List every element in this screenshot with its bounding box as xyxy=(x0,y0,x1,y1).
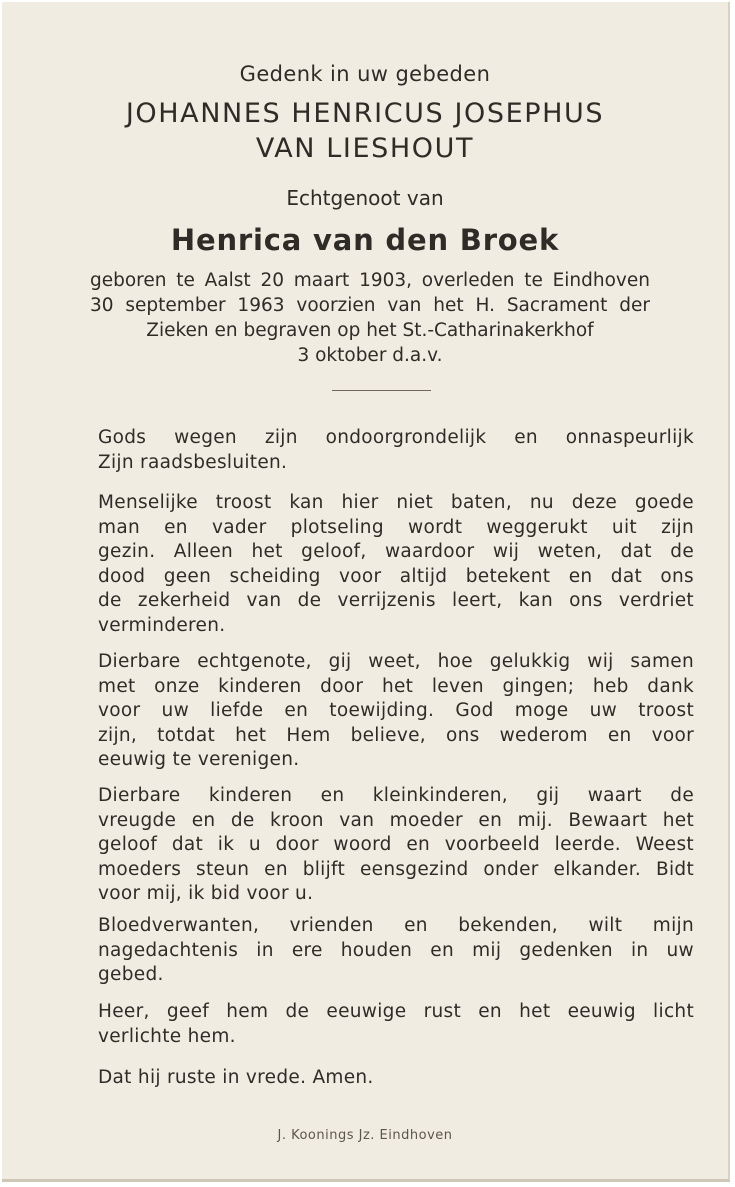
paragraph-7 xyxy=(98,1066,694,1091)
paragraph-line: man en vader plotseling wordt weggerukt uit zijn xyxy=(98,516,694,538)
paragraph-line: verlichte hem. xyxy=(98,1025,236,1047)
bio-line: 3 oktober d.a.v. xyxy=(297,345,443,366)
paragraph-3 xyxy=(98,650,694,773)
spouse-name: Henrica van den Broek xyxy=(170,223,560,257)
bio-line: Zieken en begraven op het St.-Catharinakerkhof xyxy=(146,320,594,341)
paragraph-line: gezin. Alleen het geloof, waardoor wij weten, dat de xyxy=(98,541,694,562)
printer-credit: J. Koonings Jz. Eindhoven xyxy=(277,1128,453,1143)
paragraph-1 xyxy=(98,426,694,475)
paragraph-line: zijn, totdat het Hem believe, ons wederom en voor xyxy=(98,724,694,746)
card-heading: Gedenk in uw gebeden xyxy=(239,62,491,86)
paragraph-4 xyxy=(98,784,694,907)
paragraph-line: met onze kinderen door het leven gingen; heb dank xyxy=(98,675,694,697)
paragraph-5 xyxy=(98,914,694,988)
paragraph-line: dood geen scheiding voor altijd betekent en dat ons xyxy=(98,565,694,587)
paragraph-line: Zijn raadsbesluiten. xyxy=(98,451,288,473)
spouse-label: Echtgenoot van xyxy=(286,186,444,210)
paragraph-line: Menselijke troost kan hier niet baten, nu deze goede xyxy=(98,492,694,513)
paragraph-line: eeuwig te verenigen. xyxy=(98,749,300,770)
paragraph-line: gebed. xyxy=(98,964,164,985)
paragraph-line: Dierbare kinderen en kleinkinderen, gij waart de xyxy=(98,785,694,806)
paragraph-line: Gods wegen zijn ondoorgrondelijk en onnaspeurlijk xyxy=(98,427,694,448)
paragraph-2 xyxy=(98,491,694,638)
paragraph-line: Bloedverwanten, vrienden en bekenden, wilt mijn xyxy=(98,915,694,936)
paragraph-line: nagedachtenis in ere houden en mij gedenken in uw xyxy=(98,939,694,961)
paragraph-6 xyxy=(98,1000,694,1049)
memorial-card xyxy=(2,2,730,1182)
bio-line: geboren te Aalst 20 maart 1903, overleden te Eindhoven xyxy=(90,270,650,291)
paragraph-line: de zekerheid van de verrijzenis leert, kan ons verdriet xyxy=(98,590,694,611)
paragraph-line: voor uw liefde en toewijding. God moge uw troost xyxy=(98,700,694,721)
paragraph-line: vreugde en de kroon van moeder en mij. Bewaart het xyxy=(98,809,694,831)
divider xyxy=(332,390,431,391)
paragraph-line: Dierbare echtgenote, gij weet, hoe gelukkig wij samen xyxy=(98,651,694,672)
paragraph-line: verminderen. xyxy=(98,614,226,636)
deceased-name-line-2: VAN LIESHOUT xyxy=(255,133,475,164)
deceased-name-line-1: JOHANNES HENRICUS JOSEPHUS xyxy=(125,98,605,129)
biography-block xyxy=(90,268,650,368)
paragraph-line: Dat hij ruste in vrede. Amen. xyxy=(98,1067,374,1088)
paragraph-line: Heer, geef hem de eeuwige rust en het eeuwig licht xyxy=(98,1001,694,1022)
paragraph-line: moeders steun en blijft eensgezind onder elkander. Bidt xyxy=(98,858,694,880)
bio-line: 30 september 1963 voorzien van het H. Sacrament der xyxy=(90,295,650,316)
paragraph-line: voor mij, ik bid voor u. xyxy=(98,883,314,904)
paragraph-line: geloof dat ik u door woord en voorbeeld leerde. Weest xyxy=(98,834,694,855)
